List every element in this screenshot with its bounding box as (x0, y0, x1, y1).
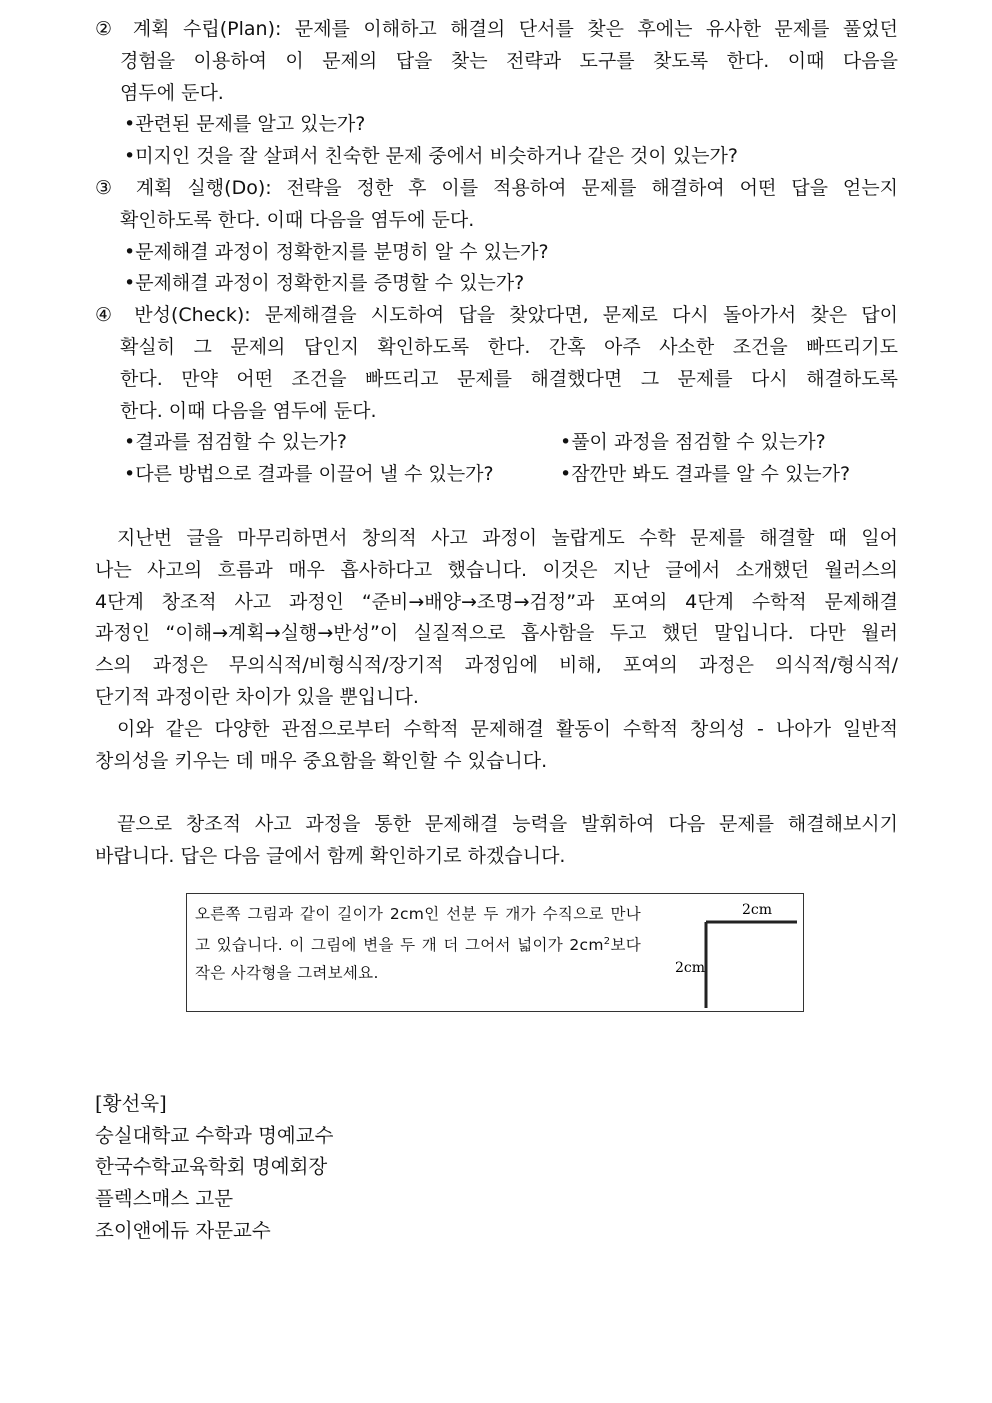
author-name: [황선욱] (95, 1092, 167, 1115)
p3-line-2: 바랍니다. 답은 다음 글에서 함께 확인하기로 하겠습니다. (95, 845, 566, 868)
p1-line-6: 단기적 과정이란 차이가 있을 뿐입니다. (95, 685, 419, 708)
p1-line-5: 스의 과정은 무의식적/비형식적/장기적 과정임에 비해, 포여의 과정은 의식적/형식적/ (95, 654, 898, 677)
problem-superscript: 2 (603, 936, 611, 947)
step-do (95, 173, 898, 300)
p3-line-1: 끝으로 창조적 사고 과정을 통한 문제해결 능력을 발휘하여 다음 문제를 해결해보시기 (117, 813, 898, 836)
plan-line-1: ② 계획 수립(Plan): 문제를 이해하고 해결의 단서를 찾은 후에는 유사한 문제를 풀었던 (95, 18, 898, 40)
check-bullet-row-1 (95, 427, 898, 459)
p1-line-2: 나는 사고의 흐름과 매우 흡사하다고 했습니다. 이것은 지난 글에서 소개했던 월러스의 (95, 558, 898, 581)
step-check (95, 300, 898, 491)
check-line-1: ④ 반성(Check): 문제해결을 시도하여 답을 찾았다면, 문제로 다시 돌아가서 찾은 답이 (95, 304, 898, 327)
do-bullet-2: •문제해결 과정이 정확한지를 증명할 수 있는가? (124, 272, 525, 295)
check-bullet-right-2: •잠깐만 봐도 결과를 알 수 있는가? (560, 463, 851, 486)
plan-line-2: 경험을 이용하여 이 문제의 답을 찾는 전략과 도구를 찾도록 한다. 이때 다음을 (120, 49, 898, 72)
spacer (95, 777, 898, 809)
author-title-4: 조이앤에듀 자문교수 (95, 1218, 271, 1242)
check-bullet-left-2: •다른 방법으로 결과를 이끌어 낼 수 있는가? (124, 463, 494, 486)
p2-line-1: 이와 같은 다양한 관점으로부터 수학적 문제해결 활동이 수학적 창의성 - 나아가 일반적 (117, 717, 898, 740)
check-line-4: 한다. 이때 다음을 염두에 둔다. (120, 399, 377, 422)
author-block (95, 1088, 333, 1246)
check-bullet-row-2 (95, 459, 898, 491)
plan-bullet-1: •관련된 문제를 알고 있는가? (124, 113, 366, 136)
problem-text-main: 오른쪽 그림과 같이 길이가 2cm인 선분 두 개가 수직으로 만나고 있습니다. 이 그림에 변을 두 개 더 그어서 넓이가 2cm (195, 905, 641, 955)
author-title-1: 숭실대학교 수학과 명예교수 (95, 1123, 334, 1147)
paragraph-1 (95, 523, 898, 714)
problem-box (186, 893, 804, 1012)
author-title-3: 플렉스매스 고문 (95, 1187, 234, 1211)
do-bullet-1: •문제해결 과정이 정확한지를 분명히 알 수 있는가? (124, 240, 549, 263)
article-body (95, 14, 898, 873)
problem-text (195, 900, 641, 987)
problem-text-tail: 보다 작은 사각형을 그려보세요. (195, 936, 641, 983)
plan-bullet-2: •미지인 것을 잘 살펴서 친숙한 문제 중에서 비슷하거나 같은 것이 있는가? (124, 145, 738, 168)
figure-left-label: 2cm (675, 960, 706, 976)
p2-line-2: 창의성을 키우는 데 매우 중요함을 확인할 수 있습니다. (95, 749, 548, 772)
figure-top-label: 2cm (742, 902, 773, 918)
step-plan (95, 14, 898, 173)
check-bullet-left-1: •결과를 점검할 수 있는가? (124, 431, 347, 454)
paragraph-3 (95, 809, 898, 873)
check-line-3: 한다. 만약 어떤 조건을 빠뜨리고 문제를 해결했다면 그 문제를 다시 해결하도록 (120, 367, 898, 390)
check-line-2: 확실히 그 문제의 답인지 확인하도록 한다. 간혹 아주 사소한 조건을 빠뜨리기도 (120, 335, 898, 358)
paragraph-2 (95, 714, 898, 778)
p1-line-4: 과정인 “이해→계획→실행→반성”이 실질적으로 흡사함을 두고 했던 말입니다. 다만 월러 (95, 622, 898, 645)
do-line-2: 확인하도록 한다. 이때 다음을 염두에 둔다. (120, 208, 475, 231)
plan-line-3: 염두에 둔다. (120, 81, 224, 104)
p1-line-3: 4단계 창조적 사고 과정인 “준비→배양→조명→검정”과 포여의 4단계 수학적 문제해결 (95, 590, 898, 613)
check-bullet-right-1: •풀이 과정을 점검할 수 있는가? (560, 431, 826, 454)
spacer (95, 491, 898, 523)
p1-line-1: 지난번 글을 마무리하면서 창의적 사고 과정이 놀랍게도 수학 문제를 해결할 때 일어 (117, 526, 898, 549)
perpendicular-segments-figure (657, 896, 802, 1008)
author-title-2: 한국수학교육학회 명예회장 (95, 1155, 328, 1179)
do-line-1: ③ 계획 실행(Do): 전략을 정한 후 이를 적용하여 문제를 해결하여 어떤 답을 얻는지 (95, 176, 898, 199)
